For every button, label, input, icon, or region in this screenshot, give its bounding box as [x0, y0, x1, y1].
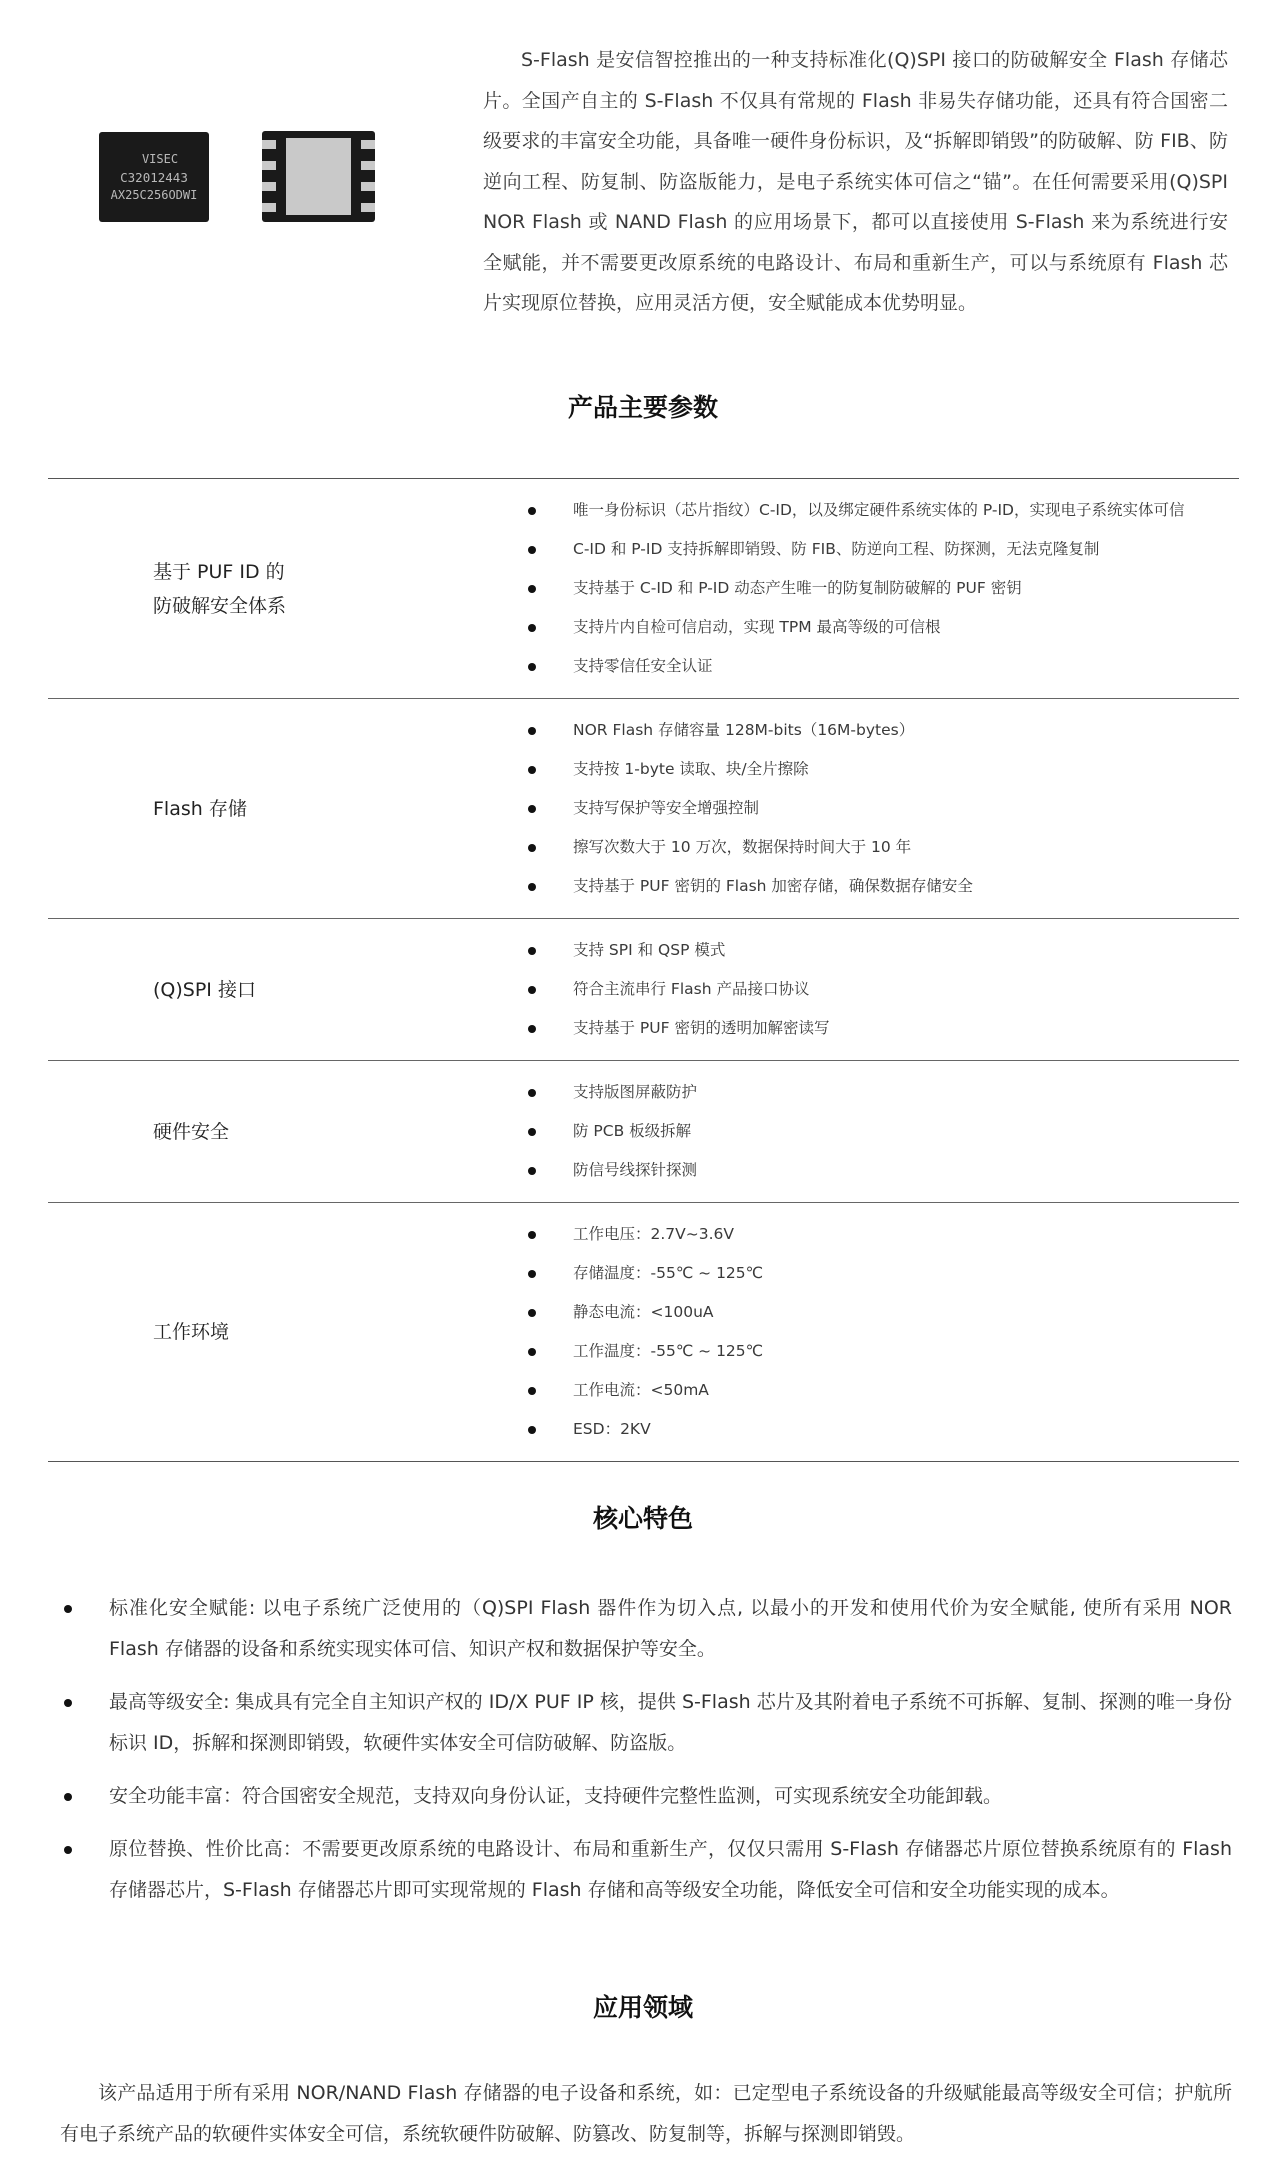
bullet-icon: [528, 507, 536, 515]
label-line: 基于 PUF ID 的: [153, 560, 285, 583]
spec-item: [528, 530, 1239, 569]
spec-table: [48, 478, 1239, 1462]
chip-marking-line-3: AX25C256ODWI: [110, 188, 198, 202]
bullet-icon: [528, 947, 536, 955]
chip-bottom-image: [262, 131, 375, 222]
bullet-icon: [528, 1231, 536, 1239]
spec-item: [528, 789, 1239, 828]
spec-item: [528, 828, 1239, 867]
spec-group-items: [528, 1061, 1239, 1202]
bullet-icon: [528, 663, 536, 671]
feature-item: [60, 1776, 1232, 1817]
bullet-icon: [528, 766, 536, 774]
spec-item-text: 防信号线探针探测: [573, 1161, 698, 1179]
spec-item-text: 支持片内自检可信启动，实现 TPM 最高等级的可信根: [573, 618, 941, 636]
params-title: 产品主要参数: [567, 393, 718, 422]
spec-item-text: NOR Flash 存储容量 128M-bits（16M-bytes）: [573, 721, 915, 739]
feature-item: [60, 1588, 1232, 1670]
bullet-icon: [528, 1309, 536, 1317]
spec-item-text: 支持基于 PUF 密钥的 Flash 加密存储，确保数据存储安全: [573, 877, 973, 895]
label-line: 工作环境: [153, 1321, 230, 1343]
chip-top-image: [99, 132, 209, 222]
spec-item: [528, 608, 1239, 647]
spec-item-text: ESD：2KV: [573, 1420, 651, 1438]
spec-item: [528, 1151, 1239, 1190]
spec-group-label: [153, 1061, 229, 1202]
spec-group-label: [153, 1203, 229, 1461]
spec-item-text: 擦写次数大于 10 万次，数据保持时间大于 10 年: [573, 838, 912, 856]
spec-item: [528, 491, 1239, 530]
intro-section: [0, 0, 1286, 330]
spec-group-label: [153, 919, 256, 1060]
bullet-icon: [528, 1167, 536, 1175]
spec-item-text: 存储温度：-55℃ ~ 125℃: [573, 1264, 764, 1282]
spec-group-environment: [48, 1202, 1239, 1461]
label-line: (Q)SPI 接口: [153, 978, 256, 1001]
spec-item: [528, 1215, 1239, 1254]
intro-paragraph: S-Flash 是安信智控推出的一种支持标准化(Q)SPI 接口的防破解安全 Flash 存储芯片。全国产自主的 S-Flash 不仅具有常规的 Flash 非易失存储功能，还具有符合国密二级要求的丰富安全功能，具备唯一硬件身份标识，及“拆解即销毁”的防破解、防 FIB、防逆向工程、防复制、防盗版能力，是电子系统实体可信之“锚”。在任何需要采用(Q)SPI NOR Flash 或 NAND Flash 的应用场景下，都可以直接使用 S-Flash 来为系统进行安全赋能，并不需要更改原系统的电路设计、布局和重新生产，可以与系统原有 Flash 芯片实现原位替换，应用灵活方便，安全赋能成本优势明显。: [483, 49, 1228, 314]
bullet-icon: [528, 1270, 536, 1278]
chip-marking-line-2: C32012443: [120, 170, 188, 185]
spec-group-puf: [48, 479, 1239, 698]
bullet-icon: [64, 1605, 72, 1613]
bullet-icon: [528, 844, 536, 852]
spec-item-text: 支持版图屏蔽防护: [573, 1083, 698, 1101]
bullet-icon: [528, 883, 536, 891]
spec-item-text: 符合主流串行 Flash 产品接口协议: [573, 980, 810, 998]
spec-item: [528, 750, 1239, 789]
feature-text: 最高等级安全: 集成具有完全自主知识产权的 ID/X PUF IP 核，提供 S-Flash 芯片及其附着电子系统不可拆解、复制、探测的唯一身份标识 ID，拆解和探测即销毁，软硬件实体安全可信防破解、防盗版。: [109, 1691, 1232, 1754]
spec-item-text: 工作电压：2.7V~3.6V: [573, 1225, 734, 1243]
bullet-icon: [64, 1793, 72, 1801]
spec-group-items: [528, 699, 1239, 918]
spec-item-text: 支持零信任安全认证: [573, 657, 713, 675]
spec-item: [528, 970, 1239, 1009]
spec-item: [528, 931, 1239, 970]
bullet-icon: [528, 585, 536, 593]
spec-item-text: 工作温度：-55℃ ~ 125℃: [573, 1342, 764, 1360]
bullet-icon: [528, 1025, 536, 1033]
feature-item: [60, 1682, 1232, 1764]
spec-group-items: [528, 1203, 1239, 1461]
spec-item-text: 支持基于 PUF 密钥的透明加解密读写: [573, 1019, 830, 1037]
label-line: 防破解安全体系: [153, 594, 287, 617]
spec-item: [528, 1371, 1239, 1410]
spec-item-text: 支持按 1-byte 读取、块/全片擦除: [573, 760, 809, 778]
spec-item: [528, 1332, 1239, 1371]
bullet-icon: [528, 1426, 536, 1434]
spec-group-items: [528, 479, 1239, 698]
spec-item-text: 防 PCB 板级拆解: [573, 1122, 692, 1140]
applications-paragraph: 该产品适用于所有采用 NOR/NAND Flash 存储器的电子设备和系统，如：已定型电子系统设备的升级赋能最高等级安全可信；护航所有电子系统产品的软硬件实体安全可信，系统软硬件防破解、防篡改、防复制等，拆解与探测即销毁。: [60, 2082, 1232, 2145]
spec-item: [528, 1254, 1239, 1293]
spec-item: [528, 1293, 1239, 1332]
chip-marking-line-1: VISEC: [141, 152, 179, 166]
spec-item-text: 支持 SPI 和 QSP 模式: [573, 941, 726, 959]
bullet-icon: [528, 727, 536, 735]
spec-item: [528, 647, 1239, 686]
bullet-icon: [528, 1348, 536, 1356]
spec-item: [528, 1410, 1239, 1449]
feature-text: 安全功能丰富：符合国密安全规范，支持双向身份认证，支持硬件完整性监测，可实现系统安全功能卸载。: [109, 1785, 1003, 1807]
bullet-icon: [64, 1846, 72, 1854]
features-list: [60, 1588, 1232, 1923]
spec-item: [528, 569, 1239, 608]
spec-item: [528, 867, 1239, 906]
bullet-icon: [64, 1699, 72, 1707]
spec-group-label: [153, 479, 286, 698]
spec-item-text: C-ID 和 P-ID 支持拆解即销毁、防 FIB、防逆向工程、防探测，无法克隆复制: [573, 540, 1100, 558]
spec-item: [528, 1112, 1239, 1151]
spec-item-text: 支持基于 C-ID 和 P-ID 动态产生唯一的防复制防破解的 PUF 密钥: [573, 579, 1022, 597]
spec-group-flash: [48, 698, 1239, 918]
bullet-icon: [528, 986, 536, 994]
spec-group-items: [528, 919, 1239, 1060]
label-line: Flash 存储: [153, 797, 247, 820]
label-line: 硬件安全: [153, 1120, 230, 1143]
spec-item: [528, 711, 1239, 750]
features-title: 核心特色: [592, 1504, 693, 1533]
bullet-icon: [528, 624, 536, 632]
bullet-icon: [528, 1089, 536, 1097]
feature-text: 原位替换、性价比高：不需要更改原系统的电路设计、布局和重新生产，仅仅只需用 S-Flash 存储器芯片原位替换系统原有的 Flash 存储器芯片，S-Flash 存储器芯片即可实现常规的 Flash 存储和高等级安全功能，降低安全可信和安全功能实现的成本。: [109, 1838, 1232, 1901]
spec-item-text: 静态电流：<100uA: [573, 1303, 714, 1321]
spec-group-qspi: [48, 918, 1239, 1060]
applications-title: 应用领域: [592, 1993, 693, 2022]
bullet-icon: [528, 805, 536, 813]
spec-item: [528, 1073, 1239, 1112]
feature-text: 标准化安全赋能: 以电子系统广泛使用的（Q)SPI Flash 器件作为切入点, 以最小的开发和使用代价为安全赋能, 使所有采用 NOR Flash 存储器的设备和系统实现实体可信、知识产权和数据保护等安全。: [109, 1597, 1232, 1660]
spec-item-text: 支持写保护等安全增强控制: [573, 799, 760, 817]
spec-group-hardware: [48, 1060, 1239, 1202]
spec-item-text: 工作电流：<50mA: [573, 1381, 709, 1399]
bullet-icon: [528, 1387, 536, 1395]
spec-item: [528, 1009, 1239, 1048]
bullet-icon: [528, 546, 536, 554]
feature-item: [60, 1829, 1232, 1911]
spec-group-label: [153, 699, 247, 918]
bullet-icon: [528, 1128, 536, 1136]
spec-item-text: 唯一身份标识（芯片指纹）C-ID，以及绑定硬件系统实体的 P-ID，实现电子系统实体可信: [573, 501, 1185, 519]
